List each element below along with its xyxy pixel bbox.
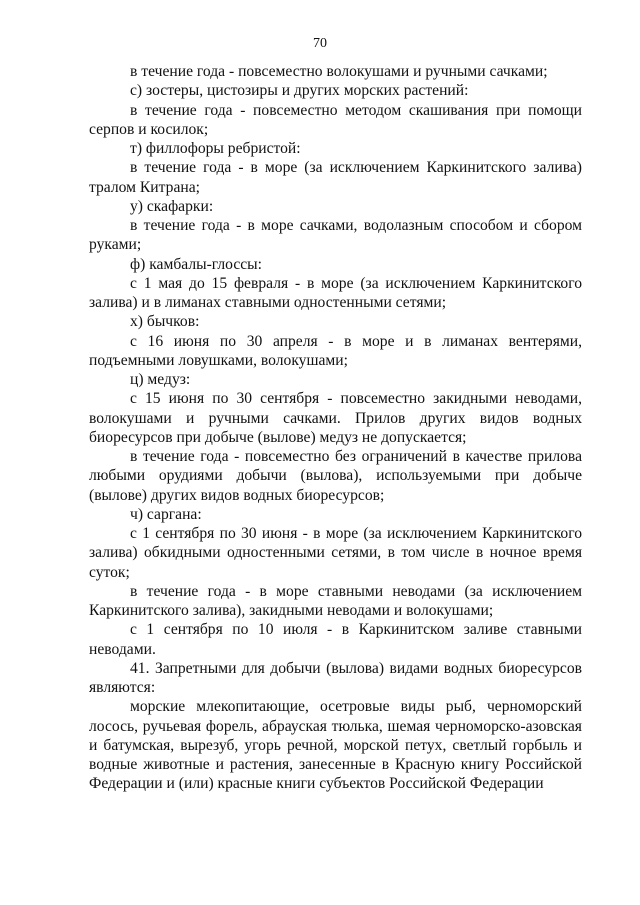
paragraph: в течение года - в море (за исключением Каркинитского залива) тралом Китрана; — [89, 159, 582, 196]
paragraph: морские млекопитающие, осетровые виды рыб, черноморский лосось, ручьевая форель, абрауская тюлька, шемая черноморско-азовская и батумская, вырезуб, угорь речной, морской петух, светлый горбыль и водные животные и растения, занесенные в Красную книгу Российской Федерации и (или) красные книги субъектов Российской Федерации — [89, 698, 582, 793]
paragraph: в течение года - в море сачками, водолазным способом и сбором руками; — [89, 217, 582, 254]
paragraph: с 1 мая до 15 февраля - в море (за исключением Каркинитского залива) и в лиманах ставными одностенными сетями; — [89, 274, 582, 311]
paragraph: с 16 июня по 30 апреля - в море и в лиманах вентерями, подъемными ловушками, волокушами; — [89, 332, 582, 369]
paragraph: ц) медуз: — [130, 371, 191, 388]
paragraph: в течение года - повсеместно без ограничений в качестве прилова любыми орудиями добычи (вылова), используемыми при добыче (вылове) других видов водных биоресурсов; — [89, 448, 582, 504]
paragraph: с) зостеры, цистозиры и других морских растений: — [130, 82, 469, 100]
paragraph: т) филлофоры ребристой: — [130, 140, 301, 157]
paragraph: ч) саргана: — [130, 505, 202, 523]
paragraph: в течение года - повсеместно методом скашивания при помощи серпов и косилок; — [89, 101, 582, 138]
paragraph: с 1 сентября по 10 июля - в Каркинитском заливе ставными неводами. — [89, 621, 582, 658]
page-number: 70 — [313, 36, 327, 51]
paragraph: с 1 сентября по 30 июня - в море (за исключением Каркинитского залива) обкидными одностенными сетями, в том числе в ночное время суток; — [89, 525, 582, 581]
paragraph: в течение года - в море ставными неводами (за исключением Каркинитского залива), закидными неводами и волокушами; — [89, 582, 582, 619]
paragraph: в течение года - повсеместно волокушами и ручными сачками; — [130, 63, 548, 80]
paragraph: у) скафарки: — [130, 197, 214, 215]
paragraph: ф) камбалы-глоссы: — [130, 255, 262, 273]
paragraph: х) бычков: — [130, 313, 200, 331]
paragraph: 41. Запретными для добычи (вылова) видами водных биоресурсов являются: — [89, 659, 582, 696]
paragraph: с 15 июня по 30 сентября - повсеместно закидными неводами, волокушами и ручными сачками. Прилов других видов водных биоресурсов при добыче (вылове) медуз не допускается; — [89, 390, 582, 446]
